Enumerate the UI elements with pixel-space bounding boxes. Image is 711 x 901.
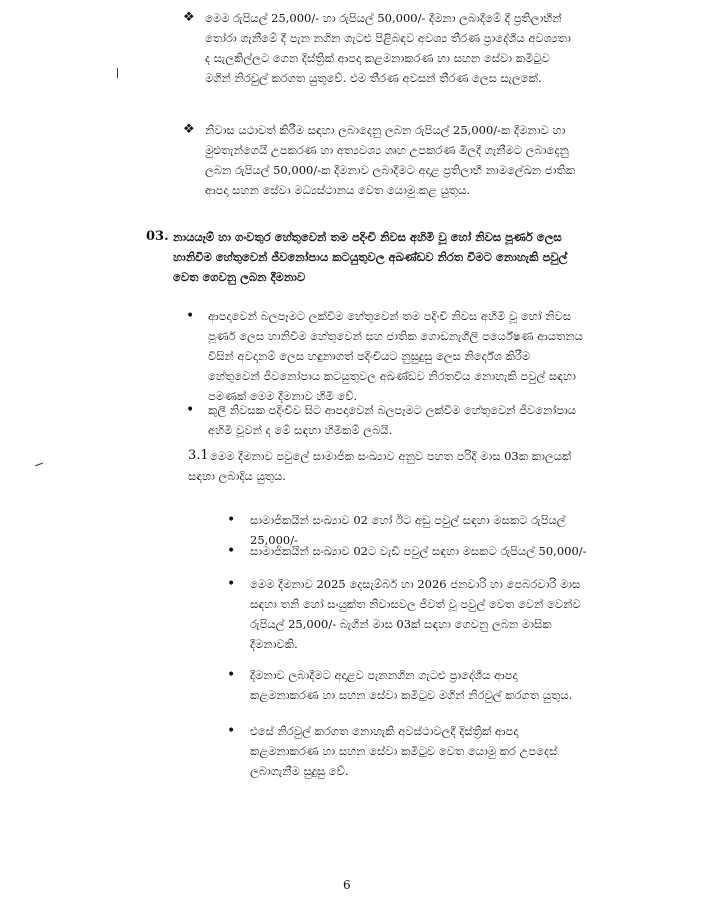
top-paragraph-1 [205, 8, 625, 88]
text-line: සාමාජිකයින් සංඛ්‍යාව 02 හෝ ඊට අඩු පවුල් සඳහා මසකට රුපියල් [250, 513, 566, 527]
subsection-intro-cont [188, 466, 625, 486]
text-line: තෝරා ගැනීමේ දී පැන නගින ගැටළු පිළිබඳව අවශ්‍ය තීරණ ප්‍රාදේශීය අවශ්‍යතා [205, 31, 571, 45]
text-line: කළමනාකරණ හා සහන සේවා කමිටුව මගින් නිරවුල් කරගත යුතුය. [250, 688, 573, 702]
bullet-icon: • [186, 402, 195, 418]
text-line: සඳහා තනි හෝ සංයුක්ත නිවාසවල ජීවත් වූ පවුල් වෙත වෙන් වෙන්ව [250, 597, 581, 611]
page-number: 6 [343, 878, 351, 892]
bullet-icon: • [186, 308, 195, 324]
text-line: කුලී නිවසක පදිංචිව සිට ආපදාවෙන් බලපෑමට ලක්වීම හේතුවෙන් ජීවනෝපාය [208, 403, 577, 417]
text-line: දීමනාව ලබාදීමට අදාළව පැනනගින ගැටළු ප්‍රාදේශීය ආපදා [250, 668, 518, 682]
diamond-bullet-icon: ❖ [183, 122, 195, 137]
text-line: රුපියල් 25,000/- බැගින් මාස 03ක් සඳහා ගෙවනු ලබන මාසික [250, 617, 552, 631]
rate-bullet-2 [250, 541, 626, 561]
text-line: 25,000/- [250, 533, 298, 547]
subsection-intro [210, 446, 625, 466]
bullet-icon: • [227, 576, 236, 592]
rate-bullet-3 [250, 574, 626, 654]
text-line: මුළුතැන්ගෙයි උපකරණ හා අත්‍යවශ්‍ය ගෘහ උපකරණ මිලදී ගැනීමට ලබාදෙනු [205, 143, 569, 157]
bullet-icon: • [227, 512, 236, 528]
text-line: ආපදා සහන සේවා මධ්‍යස්ථානය වෙත යොමු කළ යුතුය. [205, 183, 471, 197]
text-line: විසින් අවදානම් ලෙස හඳුනාගත් පදිංචියට නුසුදුසු ලෙස නිර්දේශ කිරීම [208, 349, 531, 363]
heading-line: නායයෑම් හා ගංවතුර හේතුවෙන් තම පදිංචි නිවස අහිමි වූ හෝ නිවස පූර්ණ ලෙස [173, 230, 562, 244]
rate-bullet-4 [250, 665, 626, 705]
text-line: සඳහා ලබාදිය යුතුය. [188, 469, 286, 483]
text-line: පූර්ණ ලෙස හානිවීම හේතුවෙන් සහ ජාතික ගොඩනැගිලි පර්යේෂණ ආයතනය [208, 329, 583, 343]
text-line: මෙම දීමනාව පවුලේ සාමාජික සංඛ්‍යාව අනුව පහත පරිදි මාස 03ක කාලයක් [210, 449, 572, 463]
top-paragraph-2 [205, 120, 625, 200]
subsection-number: 3.1 [188, 448, 209, 463]
bullet-icon: • [227, 723, 236, 739]
text-line: මගින් නිරවුල් කරගත යුතුවේ. එම තීරණ අවසන් තීරණ ලෙස සැලකේ. [205, 71, 542, 85]
text-line: එසේ නිරවුල් කරගත නොහැකි අවස්ථාවලදී දිස්ත්‍රික් ආපදා [250, 724, 519, 738]
text-line: සාමාජිකයින් සංඛ්‍යාව 02ට වැඩි පවුල් සඳහා මසකට රුපියල් 50,000/- [250, 544, 587, 558]
text-line: ලබන රුපියල් 50,000/-ක දීමනාව ලබාදීමට අදාළ ප්‍රතිලාභී නාමලේඛන ජාතික [205, 163, 576, 177]
text-line: නිවාස යථාවත් කිරීම සඳහා ලබාදෙනු ලබන රුපියල් 25,000/-ක දීමනාව හා [205, 123, 566, 137]
text-line: ලබාගැනීම සුදුසු වේ. [250, 764, 349, 778]
scan-mark [117, 68, 118, 78]
section-bullet-1 [208, 306, 625, 406]
text-line: දීමනාවකි. [250, 637, 298, 651]
heading-line: හානිවීම හේතුවෙන් ජීවනෝපාය කටයුතුවල අඛණ්ඩව නිරත වීමට නොහැකි පවුල් [173, 250, 568, 264]
bullet-icon: • [227, 667, 236, 683]
section-number: 03. [146, 229, 169, 244]
rate-bullet-5 [250, 721, 626, 781]
text-line: මෙම රුපියල් 25,000/- හා රුපියල් 50,000/- දීමනා ලබාදීමේ දී ප්‍රතිලාභීන් [205, 11, 562, 25]
text-line: කළමනාකරණ හා සහන සේවා කමිටුව වෙත යොමු කර උපදෙස් [250, 744, 558, 758]
text-line: පමණක් මෙම දීමනාව හිමි වේ. [208, 389, 358, 403]
text-line: මෙම දීමනාව 2025 දෙසැම්බර් හා 2026 ජනවාරි හා පෙබරවාරි මාස [250, 577, 581, 591]
heading-line: වෙත ගෙවනු ලබන දීමනාව [173, 270, 306, 284]
text-line: අහිමි වූවන් ද මේ සඳහා හිමිකම් ලබයි. [208, 423, 393, 437]
scan-mark [35, 463, 43, 467]
text-line: ආපදාවෙන් බලපෑමට ලක්වීම හේතුවෙන් තම පදිංචි නිවස අහිමි වූ හෝ නිවස [208, 309, 572, 323]
section-bullet-2 [208, 400, 625, 440]
diamond-bullet-icon: ❖ [183, 10, 195, 25]
bullet-icon: • [227, 543, 236, 559]
text-line: ද සැලකිල්ලට ගෙන දිස්ත්‍රික් ආපදා කළමනාකරණ හා සහන සේවා කමිටුව [205, 51, 550, 65]
text-line: හේතුවෙන් ජීවනෝපාය කටයුතුවල අඛණ්ඩව නිරතවීය නොහැකි පවුල් සඳහා [208, 369, 576, 383]
section-heading [173, 227, 625, 287]
